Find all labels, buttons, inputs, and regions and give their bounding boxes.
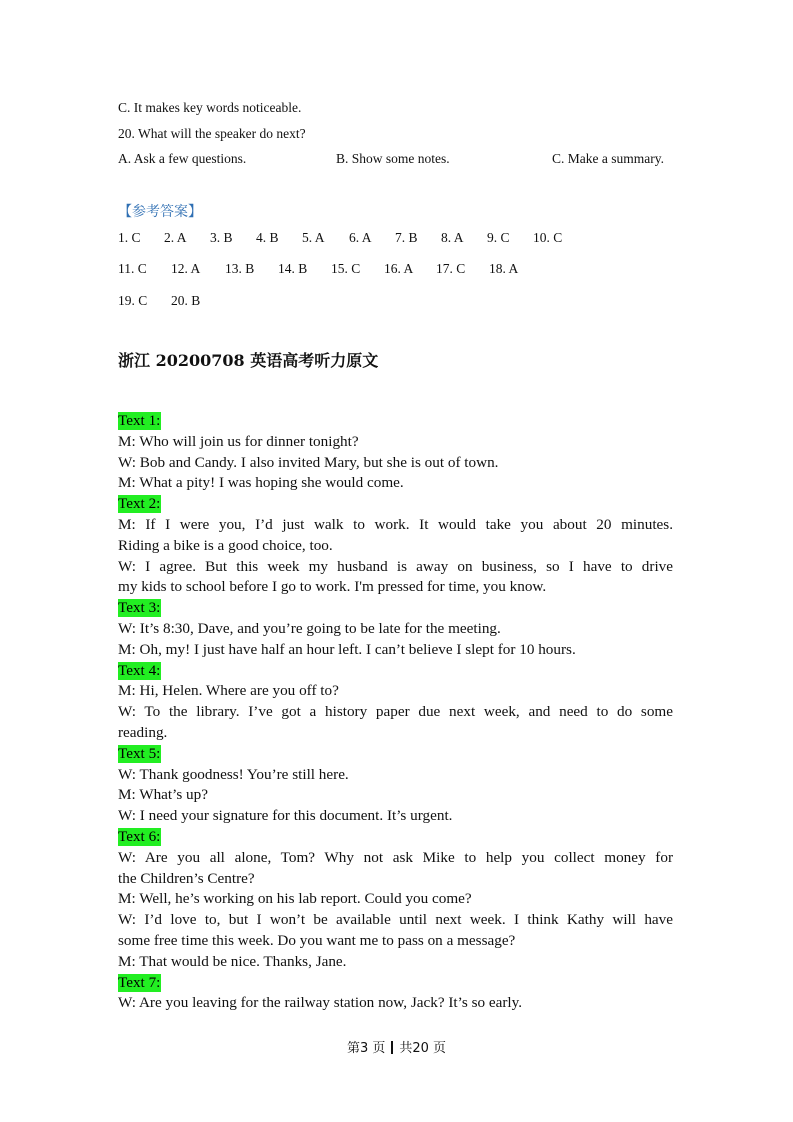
dialogue-line: M: Oh, my! I just have half an hour left. I can’t believe I slept for 10 hours. [118,640,576,658]
answer-3: 3. B [210,230,233,245]
answer-2: 2. A [164,230,187,245]
answer-18: 18. A [489,261,519,276]
text-3-label: Text 3: [118,599,161,617]
answer-6: 6. A [349,230,372,245]
answer-11: 11. C [118,261,147,276]
answers-title: 【参考答案】 [118,204,202,220]
dialogue-line: W: I’d love to, but I won’t be available until next week. I think Kathy will have [118,911,673,929]
answer-10: 10. C [533,230,563,245]
answer-17: 17. C [436,261,466,276]
dialogue-line: M: Well, he’s working on his lab report. Could you come? [118,890,472,908]
answer-4: 4. B [256,230,279,245]
dialogue-line: Riding a bike is a good choice, too. [118,536,333,554]
question-20: 20. What will the speaker do next? [118,126,306,141]
section-title: 浙江 20200708 英语高考听力原文 [118,351,379,370]
text-5-label: Text 5: [118,744,161,762]
text-2-label: Text 2: [118,495,161,513]
dialogue-line: M: What a pity! I was hoping she would come. [118,474,404,492]
option-a: A. Ask a few questions. [118,151,247,166]
page-number: 第3 页 [346,1041,386,1056]
dialogue-line: my kids to school before I go to work. I'm pressed for time, you know. [118,578,547,596]
option-b: B. Show some notes. [336,151,450,166]
answer-14: 14. B [278,261,308,276]
question-19-option-c: C. It makes key words noticeable. [118,100,302,115]
dialogue-line: M: What’s up? [118,786,208,804]
answer-12: 12. A [171,261,201,276]
dialogue-line: W: Thank goodness! You’re still here. [118,765,349,783]
answer-5: 5. A [302,230,325,245]
dialogue-line: reading. [118,723,168,741]
dialogue-line: M: If I were you, I’d just walk to work. It would take you about 20 minutes. [118,515,673,533]
answer-8: 8. A [441,230,464,245]
page-footer [0,1037,793,1056]
dialogue-line: W: I need your signature for this document. It’s urgent. [118,807,453,825]
answer-19: 19. C [118,293,148,308]
dialogue-line: W: Are you leaving for the railway station now, Jack? It’s so early. [118,994,523,1012]
dialogue-line: W: I agree. But this week my husband is away on business, so I have to drive [118,557,673,575]
dialogue-line: M: Who will join us for dinner tonight? [118,432,359,450]
answer-1: 1. C [118,230,141,245]
answer-13: 13. B [225,261,255,276]
answer-7: 7. B [395,230,418,245]
text-7-label: Text 7: [118,973,161,991]
page-total: 共20 页 [399,1041,447,1056]
text-1-label: Text 1: [118,412,161,429]
dialogue-line: W: It’s 8:30, Dave, and you’re going to be late for the meeting. [118,619,501,637]
dialogue-line: W: Are you all alone, Tom? Why not ask Mike to help you collect money for [118,848,673,866]
text-4-label: Text 4: [118,661,161,679]
text-6-label: Text 6: [118,827,161,845]
dialogue-line: M: That would be nice. Thanks, Jane. [118,952,347,970]
dialogue-line: M: Hi, Helen. Where are you off to? [118,682,339,700]
dialogue-line: the Children’s Centre? [118,869,255,887]
question-20-options [118,151,678,171]
answer-15: 15. C [331,261,361,276]
answer-16: 16. A [384,261,414,276]
dialogue-line: some free time this week. Do you want me to pass on a message? [118,931,516,949]
answer-20: 20. B [171,293,201,308]
option-c: C. Make a summary. [552,151,664,166]
dialogue-line: W: To the library. I’ve got a history paper due next week, and need to do some [118,703,673,721]
transcript [118,411,673,1014]
footer-separator [391,1041,393,1054]
answer-9: 9. C [487,230,510,245]
dialogue-line: W: Bob and Candy. I also invited Mary, but she is out of town. [118,453,499,471]
